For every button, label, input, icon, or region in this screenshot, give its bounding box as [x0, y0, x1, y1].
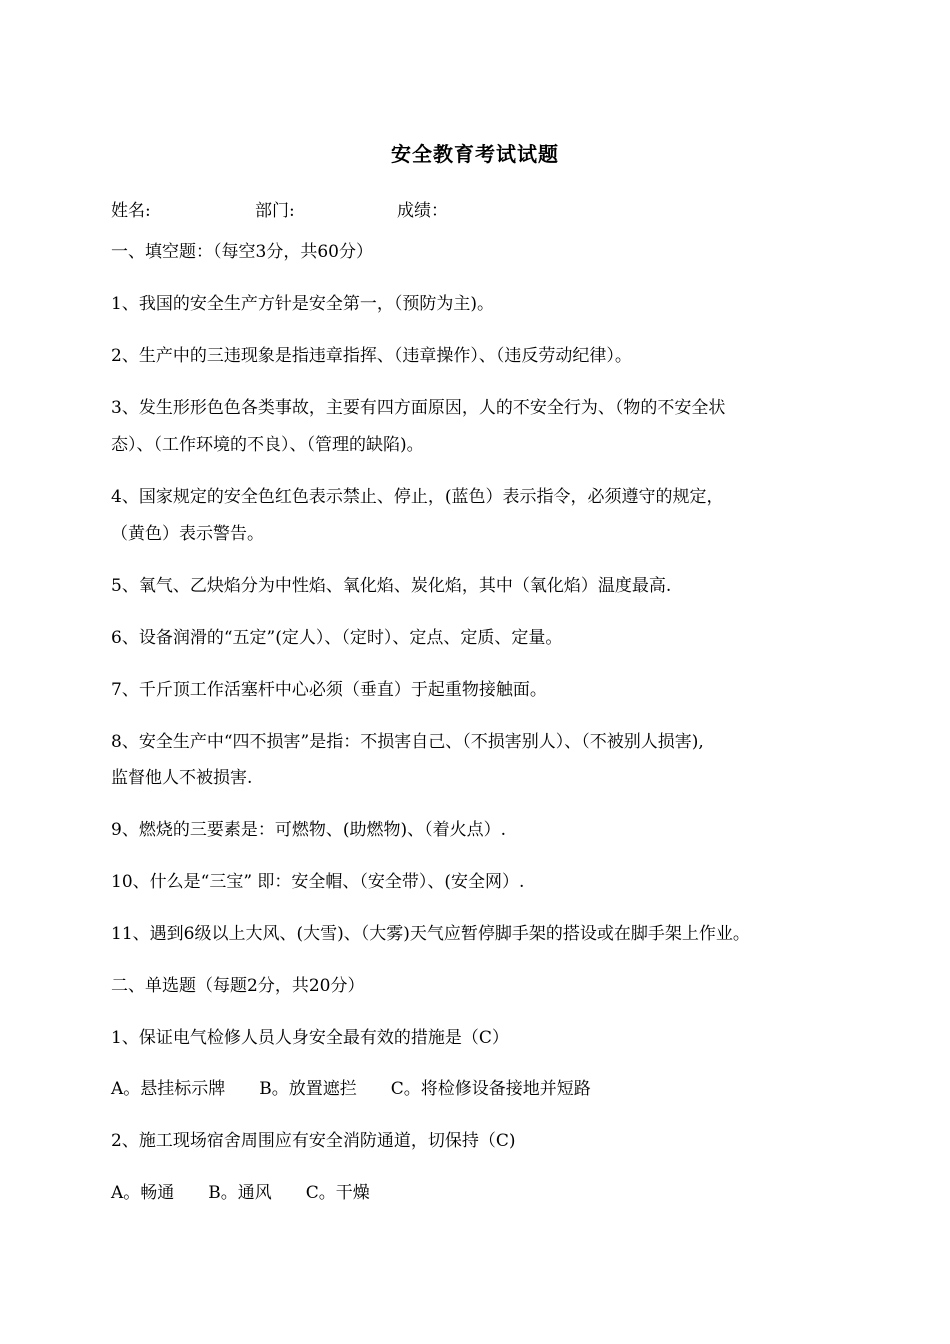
question-6: 6、设备润滑的“五定”(定人）、（定时）、定点、定质、定量。 — [111, 628, 563, 648]
question-3-line-2: 态）、（工作环境的不良）、（管理的缺陷)。 — [111, 435, 424, 455]
mc-question-1: 1、保证电气检修人员人身安全最有效的措施是（C） — [111, 1028, 509, 1048]
name-field-label: 姓名: — [111, 201, 151, 221]
info-fields — [111, 196, 811, 220]
document-title: 安全教育考试试题 — [391, 142, 559, 166]
question-7: 7、千斤顶工作活塞杆中心必须（垂直）于起重物接触面。 — [111, 680, 547, 700]
question-8-line-1: 8、安全生产中“四不损害”是指：不损害自己、（不损害别人）、（不被别人损害), — [111, 732, 704, 752]
score-field-label: 成绩： — [397, 201, 448, 221]
section-heading-single-choice: 二、单选题（每题2分，共20分） — [111, 976, 365, 996]
question-5: 5、氧气、乙炔焰分为中性焰、氧化焰、炭化焰，其中（氧化焰）温度最高. — [111, 576, 672, 596]
question-10: 10、什么是“三宝” 即：安全帽、（安全带）、(安全网）. — [111, 872, 525, 892]
question-4-line-1: 4、国家规定的安全色红色表示禁止、停止，(蓝色）表示指令，必须遵守的规定， — [111, 487, 724, 507]
question-4-line-2: （黄色）表示警告。 — [111, 524, 264, 544]
mc-question-1-options: A。悬挂标示牌 B。放置遮拦 C。将检修设备接地并短路 — [111, 1079, 591, 1099]
question-1: 1、我国的安全生产方针是安全第一，（预防为主)。 — [111, 294, 494, 314]
question-2: 2、生产中的三违现象是指违章指挥、（违章操作）、（违反劳动纪律）。 — [111, 346, 632, 366]
question-3-line-1: 3、发生形形色色各类事故，主要有四方面原因，人的不安全行为、（物的不安全状 — [111, 398, 726, 418]
question-9: 9、燃烧的三要素是：可燃物、(助燃物)、（着火点）. — [111, 820, 506, 840]
mc-question-2-options: A。畅通 B。通风 C。干燥 — [111, 1183, 370, 1203]
section-heading-fill-in: 一、填空题：（每空3分，共60分） — [111, 242, 373, 262]
mc-question-2: 2、施工现场宿舍周围应有安全消防通道，切保持（C) — [111, 1131, 516, 1151]
department-field-label: 部门: — [255, 201, 295, 221]
question-11: 11、遇到6级以上大风、(大雪)、（大雾)天气应暂停脚手架的搭设或在脚手架上作业。 — [111, 924, 750, 944]
question-8-line-2: 监督他人不被损害. — [111, 768, 253, 788]
